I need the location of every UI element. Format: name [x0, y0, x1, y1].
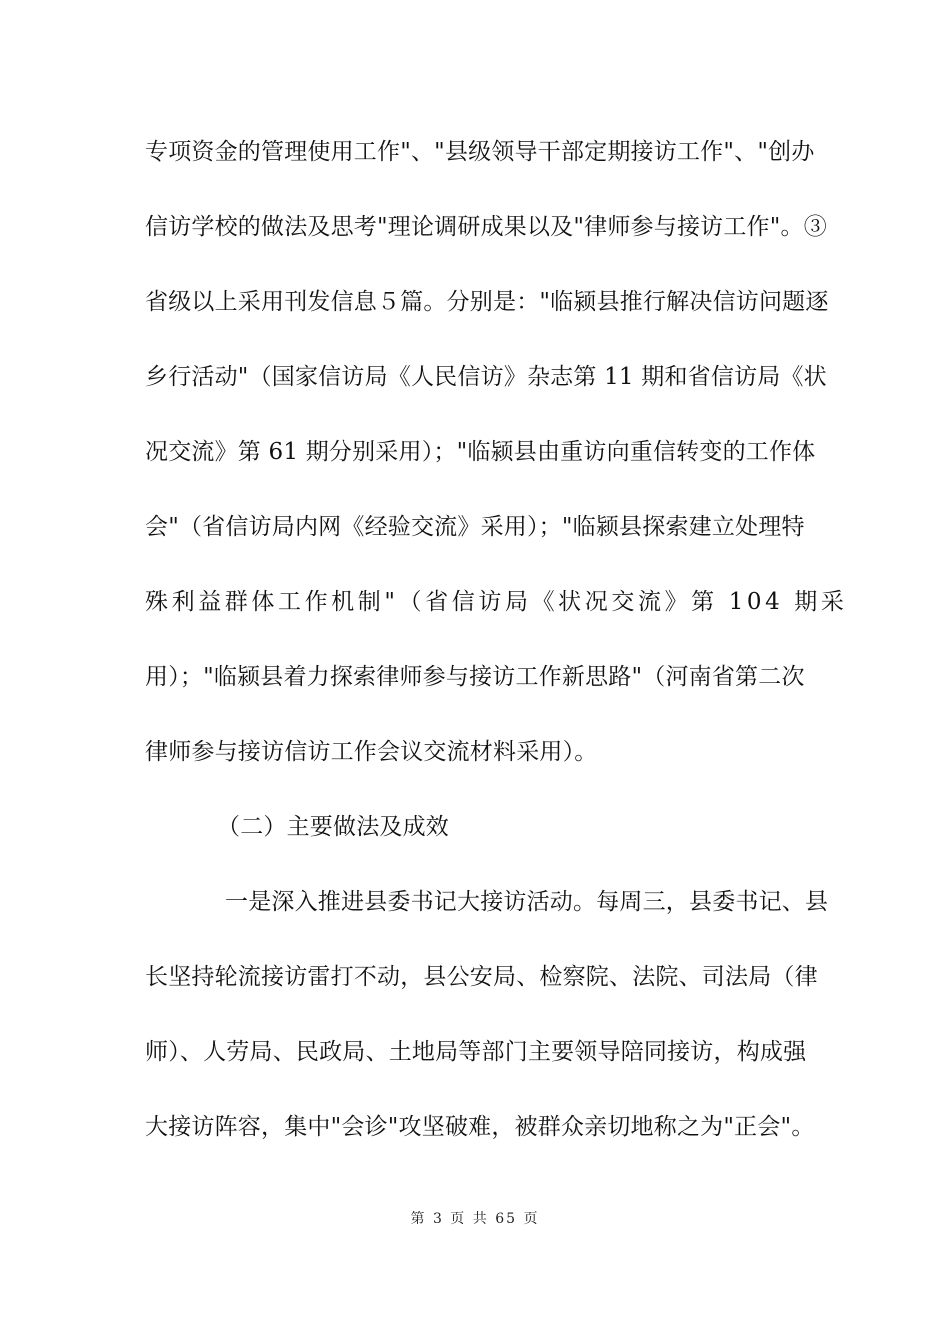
paragraph-line: 殊利益群体工作机制"（省信访局《状况交流》第 104 期采: [145, 589, 848, 615]
paragraph-line: 律师参与接访信访工作会议交流材料采用）。: [145, 739, 598, 765]
page-number: 第 3 页 共 65 页: [410, 1211, 540, 1227]
paragraph-line: 师）、人劳局、民政局、土地局等部门主要领导陪同接访，构成强: [145, 1039, 807, 1065]
paragraph-line: 专项资金的管理使用工作"、"县级领导干部定期接访工作"、"创办: [145, 139, 815, 165]
paragraph-line: 省级以上采用刊发信息５篇。分别是："临颍县推行解决信访问题逐: [145, 289, 829, 315]
paragraph-line: 一是深入推进县委书记大接访活动。每周三，县委书记、县: [225, 889, 829, 915]
paragraph-line: 况交流》第 61 期分别采用）；"临颍县由重访向重信转变的工作体: [145, 439, 816, 465]
paragraph-line: 长坚持轮流接访雷打不动，县公安局、检察院、法院、司法局（律: [145, 964, 818, 990]
paragraph-line: 大接访阵容，集中"会诊"攻坚破难，被群众亲切地称之为"正会"。: [145, 1114, 815, 1140]
section-heading: （二）主要做法及成效: [217, 814, 449, 840]
paragraph-line: 乡行活动"（国家信访局《人民信访》杂志第 11 期和省信访局《状: [145, 364, 827, 390]
paragraph-line: 信访学校的做法及思考"理论调研成果以及"律师参与接访工作"。③: [145, 214, 827, 240]
paragraph-line: 会"（省信访局内网《经验交流》采用）；"临颍县探索建立处理特: [145, 514, 805, 540]
body-text: [145, 128, 848, 1178]
paragraph-line: 用）；"临颍县着力探索律师参与接访工作新思路"（河南省第二次: [145, 664, 805, 690]
